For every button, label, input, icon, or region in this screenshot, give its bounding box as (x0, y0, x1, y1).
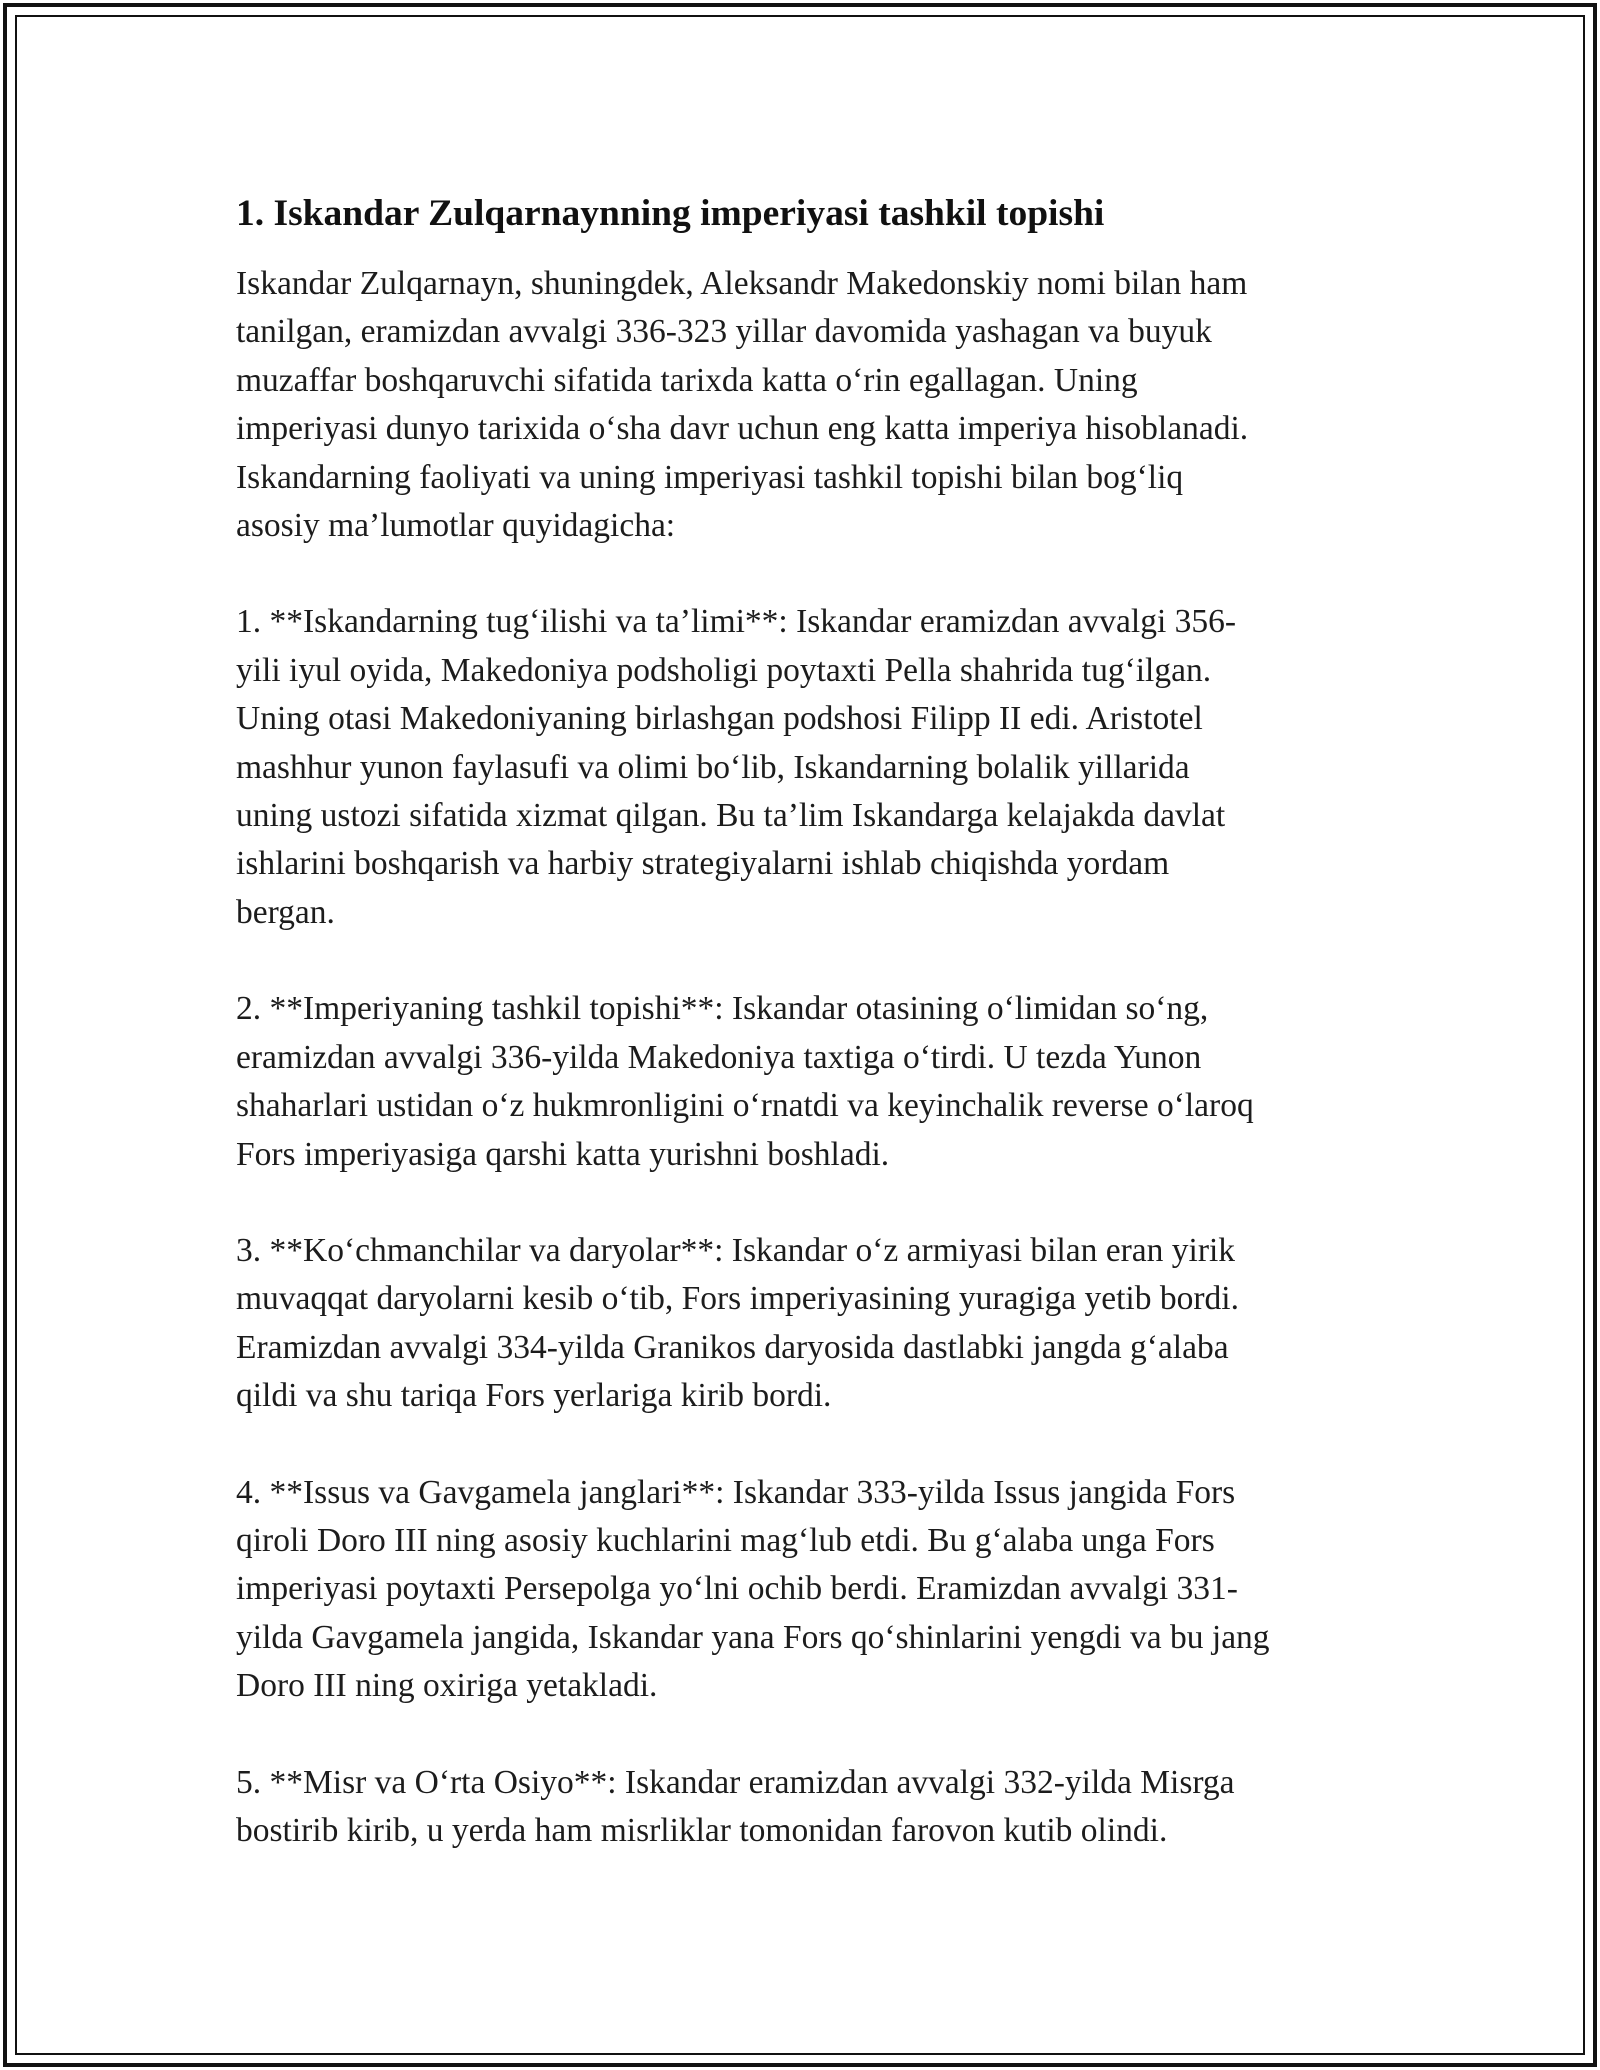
list-item-5 (236, 1759, 1386, 1856)
list-item-1 (236, 598, 1386, 937)
text-line: 3. **Ko‘chmanchilar va daryolar**: Iskandar o‘z armiyasi bilan eran yirik (236, 1231, 1236, 1269)
text-line: ishlarini boshqarish va harbiy strategiyalarni ishlab chiqishda yordam (236, 845, 1170, 883)
text-line: 4. **Issus va Gavgamela janglari**: Iskandar 333-yilda Issus jangida Fors (236, 1473, 1236, 1511)
text-line: 5. **Misr va O‘rta Osiyo**: Iskandar eramizdan avvalgi 332-yilda Misrga (236, 1763, 1235, 1801)
text-line: imperiyasi poytaxti Persepolga yo‘lni ochib berdi. Eramizdan avvalgi 331- (236, 1570, 1238, 1608)
text-line: qiroli Doro III ning asosiy kuchlarini mag‘lub etdi. Bu g‘alaba unga Fors (236, 1521, 1215, 1559)
text-line: uning ustozi sifatida xizmat qilgan. Bu ta’lim Iskandarga kelajakda davlat (236, 797, 1226, 835)
text-line: Iskandar Zulqarnayn, shuningdek, Aleksandr Makedonskiy nomi bilan ham (236, 265, 1248, 302)
text-line: Doro III ning oxiriga yetakladi. (236, 1667, 658, 1705)
text-line: asosiy ma’lumotlar quyidagicha: (236, 507, 676, 545)
text-line: shaharlari ustidan o‘z hukmronligini o‘rnatdi va keyinchalik reverse o‘laroq (236, 1087, 1254, 1125)
text-line: 1. **Iskandarning tug‘ilishi va ta’limi**: Iskandar eramizdan avvalgi 356- (236, 603, 1237, 641)
text-line: bostirib kirib, u yerda ham misrliklar tomonidan farovon kutib olindi. (236, 1811, 1168, 1849)
text-line: eramizdan avvalgi 336-yilda Makedoniya taxtiga o‘tirdi. U tezda Yunon (236, 1038, 1202, 1076)
text-line: qildi va shu tariqa Fors yerlariga kirib bordi. (236, 1377, 832, 1415)
text-line: Eramizdan avvalgi 334-yilda Granikos daryosida dastlabki jangda g‘alaba (236, 1328, 1229, 1366)
text-line: Fors imperiyasiga qarshi katta yurishni boshladi. (236, 1135, 890, 1173)
text-line: yilda Gavgamela jangida, Iskandar yana Fors qo‘shinlarini yengdi va bu jang (236, 1618, 1270, 1656)
text-line: Uning otasi Makedoniyaning birlashgan podshosi Filipp II edi. Aristotel (236, 700, 1203, 738)
document-body (236, 190, 1386, 1903)
text-line: tanilgan, eramizdan avvalgi 336-323 yillar davomida yashagan va buyuk (236, 313, 1212, 351)
text-line: muzaffar boshqaruvchi sifatida tarixda katta o‘rin egallagan. Uning (236, 361, 1138, 399)
text-line: bergan. (236, 893, 335, 931)
list-item-4 (236, 1469, 1386, 1711)
page-title: 1. Iskandar Zulqarnaynning imperiyasi tashkil topishi (236, 193, 1105, 234)
text-line: imperiyasi dunyo tarixida o‘sha davr uchun eng katta imperiya hisoblanadi. (236, 410, 1249, 448)
text-line: muvaqqat daryolarni kesib o‘tib, Fors imperiyasining yuragiga yetib bordi. (236, 1280, 1239, 1318)
list-item-3 (236, 1227, 1386, 1421)
text-line: yili iyul oyida, Makedoniya podsholigi poytaxti Pella shahrida tug‘ilgan. (236, 651, 1212, 689)
text-line: 2. **Imperiyaning tashkil topishi**: Iskandar otasining o‘limidan so‘ng, (236, 990, 1209, 1028)
text-line: Iskandarning faoliyati va uning imperiyasi tashkil topishi bilan bog‘liq (236, 458, 1184, 496)
list-item-2 (236, 985, 1386, 1179)
intro-paragraph (236, 260, 1386, 550)
text-line: mashhur yunon faylasufi va olimi bo‘lib, Iskandarning bolalik yillarida (236, 748, 1190, 786)
